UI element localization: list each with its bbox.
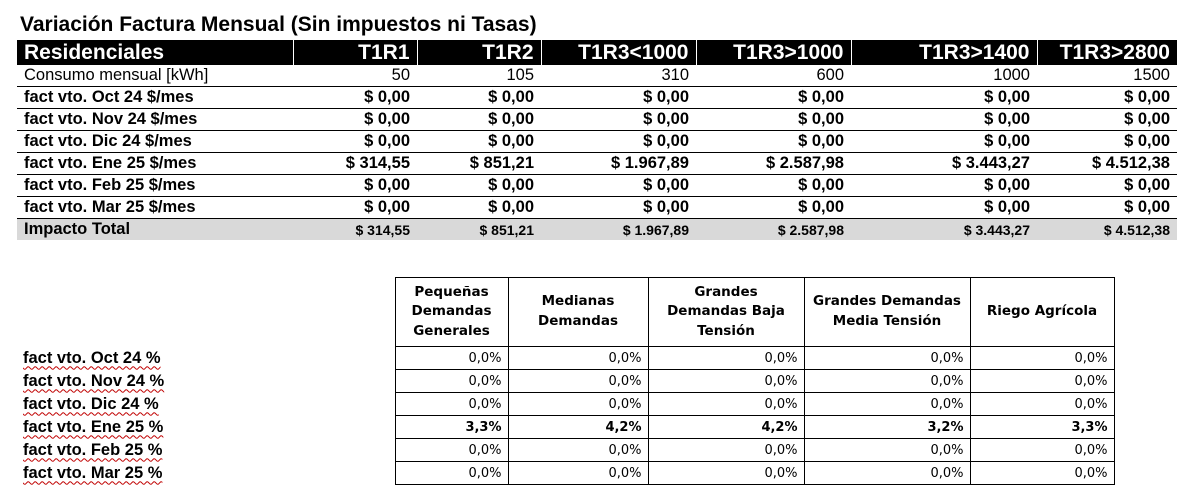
- cell: $ 0,00: [851, 109, 1037, 131]
- row-label: [17, 462, 395, 485]
- cell: $ 0,00: [1037, 131, 1177, 153]
- table-row: [17, 462, 1114, 485]
- residential-header: Residenciales: [17, 40, 293, 65]
- cell: $ 0,00: [417, 197, 541, 219]
- cell: $ 0,00: [851, 175, 1037, 197]
- row-label-text: fact vto. Feb 25 %: [23, 440, 163, 459]
- cell: $ 3.443,27: [851, 219, 1037, 241]
- cell: $ 314,55: [293, 153, 417, 175]
- cell: $ 1.967,89: [541, 219, 696, 241]
- cell: 1500: [1037, 65, 1177, 87]
- row-label-text: fact vto. Oct 24 %: [23, 348, 161, 367]
- row-label: fact vto. Feb 25 $/mes: [17, 175, 293, 197]
- cell: $ 0,00: [696, 175, 851, 197]
- row-label: Consumo mensual [kWh]: [17, 65, 293, 87]
- column-header: Pequeñas Demandas Generales: [395, 278, 508, 347]
- table-row: [17, 370, 1114, 393]
- table-row: [17, 439, 1114, 462]
- cell: 0,0%: [804, 347, 970, 370]
- column-header: Grandes Demandas Baja Tensión: [648, 278, 804, 347]
- cell: 0,0%: [970, 370, 1114, 393]
- cell: $ 0,00: [293, 197, 417, 219]
- cell: 0,0%: [395, 370, 508, 393]
- cell: $ 0,00: [696, 131, 851, 153]
- cell: 0,0%: [970, 462, 1114, 485]
- cell: $ 2.587,98: [696, 219, 851, 241]
- cell: $ 0,00: [541, 175, 696, 197]
- row-label: fact vto. Mar 25 $/mes: [17, 197, 293, 219]
- table-row: [17, 175, 1177, 197]
- cell: $ 0,00: [417, 175, 541, 197]
- column-header: T1R3>1400: [851, 40, 1037, 65]
- cell: $ 0,00: [541, 109, 696, 131]
- column-header: T1R3>1000: [696, 40, 851, 65]
- cell: 0,0%: [395, 462, 508, 485]
- column-header: T1R3>2800: [1037, 40, 1177, 65]
- cell: 0,0%: [508, 439, 648, 462]
- row-label: [17, 439, 395, 462]
- table-row: [17, 197, 1177, 219]
- column-header: T1R2: [417, 40, 541, 65]
- cell: $ 0,00: [851, 87, 1037, 109]
- cell: $ 3.443,27: [851, 153, 1037, 175]
- cell: 4,2%: [508, 416, 648, 439]
- cell: $ 0,00: [417, 131, 541, 153]
- cell: $ 0,00: [417, 87, 541, 109]
- cell: $ 0,00: [293, 109, 417, 131]
- cell: $ 851,21: [417, 219, 541, 241]
- table-row: [17, 109, 1177, 131]
- cell: 0,0%: [508, 393, 648, 416]
- row-label: Impacto Total: [17, 219, 293, 241]
- cell: $ 0,00: [696, 87, 851, 109]
- cell: 50: [293, 65, 417, 87]
- cell: $ 0,00: [541, 87, 696, 109]
- cell: 0,0%: [804, 439, 970, 462]
- row-label: fact vto. Dic 24 $/mes: [17, 131, 293, 153]
- cell: $ 0,00: [541, 131, 696, 153]
- table-row: [17, 87, 1177, 109]
- row-label: [17, 370, 395, 393]
- cell: 4,2%: [648, 416, 804, 439]
- row-label-text: fact vto. Mar 25 %: [23, 463, 163, 482]
- column-header: Medianas Demandas: [508, 278, 648, 347]
- cell: $ 0,00: [1037, 87, 1177, 109]
- cell: $ 0,00: [417, 109, 541, 131]
- residential-header-row: [17, 40, 1177, 65]
- blank-corner: [17, 278, 395, 347]
- row-label: fact vto. Nov 24 $/mes: [17, 109, 293, 131]
- cell: 0,0%: [804, 462, 970, 485]
- cell: $ 0,00: [1037, 175, 1177, 197]
- cell: $ 0,00: [293, 131, 417, 153]
- table-row: [17, 153, 1177, 175]
- cell: 600: [696, 65, 851, 87]
- table-row: [17, 416, 1114, 439]
- cell: $ 0,00: [851, 197, 1037, 219]
- cell: 0,0%: [804, 393, 970, 416]
- row-label: [17, 416, 395, 439]
- cell: 310: [541, 65, 696, 87]
- cell: 0,0%: [395, 439, 508, 462]
- cell: 3,2%: [804, 416, 970, 439]
- cell: $ 0,00: [851, 131, 1037, 153]
- cell: $ 0,00: [696, 197, 851, 219]
- cell: $ 1.967,89: [541, 153, 696, 175]
- row-label: fact vto. Ene 25 $/mes: [17, 153, 293, 175]
- cell: $ 0,00: [696, 109, 851, 131]
- cell: 0,0%: [395, 347, 508, 370]
- row-label: [17, 393, 395, 416]
- column-header: Grandes Demandas Media Tensión: [804, 278, 970, 347]
- cell: 0,0%: [395, 393, 508, 416]
- cell: 105: [417, 65, 541, 87]
- other-tariffs-header-row: [17, 278, 1114, 347]
- cell: $ 0,00: [1037, 109, 1177, 131]
- cell: 0,0%: [648, 347, 804, 370]
- cell: 0,0%: [804, 370, 970, 393]
- cell: 0,0%: [648, 370, 804, 393]
- column-header: T1R1: [293, 40, 417, 65]
- cell: $ 2.587,98: [696, 153, 851, 175]
- cell: 3,3%: [970, 416, 1114, 439]
- row-label: [17, 347, 395, 370]
- table-row: [17, 347, 1114, 370]
- table-row: [17, 131, 1177, 153]
- total-row: [17, 219, 1177, 241]
- cell: 0,0%: [648, 462, 804, 485]
- cell: 0,0%: [970, 439, 1114, 462]
- cell: 0,0%: [970, 393, 1114, 416]
- page-title: Variación Factura Mensual (Sin impuestos ni Tasas): [20, 13, 537, 36]
- cell: 0,0%: [508, 462, 648, 485]
- cell: $ 4.512,38: [1037, 153, 1177, 175]
- residential-table: [17, 40, 1177, 240]
- column-header: T1R3<1000: [541, 40, 696, 65]
- cell: $ 0,00: [293, 87, 417, 109]
- other-tariffs-table: [17, 277, 1115, 485]
- cell: 0,0%: [508, 370, 648, 393]
- cell: 0,0%: [648, 439, 804, 462]
- cell: $ 0,00: [293, 175, 417, 197]
- cell: 1000: [851, 65, 1037, 87]
- column-header: Riego Agrícola: [970, 278, 1114, 347]
- cell: $ 4.512,38: [1037, 219, 1177, 241]
- table-row: [17, 65, 1177, 87]
- table-row: [17, 393, 1114, 416]
- cell: $ 314,55: [293, 219, 417, 241]
- cell: $ 0,00: [1037, 197, 1177, 219]
- cell: $ 851,21: [417, 153, 541, 175]
- row-label-text: fact vto. Dic 24 %: [23, 394, 159, 413]
- row-label: fact vto. Oct 24 $/mes: [17, 87, 293, 109]
- cell: 0,0%: [970, 347, 1114, 370]
- cell: 0,0%: [508, 347, 648, 370]
- cell: 0,0%: [648, 393, 804, 416]
- row-label-text: fact vto. Ene 25 %: [23, 417, 164, 436]
- cell: 3,3%: [395, 416, 508, 439]
- cell: $ 0,00: [541, 197, 696, 219]
- row-label-text: fact vto. Nov 24 %: [23, 371, 165, 390]
